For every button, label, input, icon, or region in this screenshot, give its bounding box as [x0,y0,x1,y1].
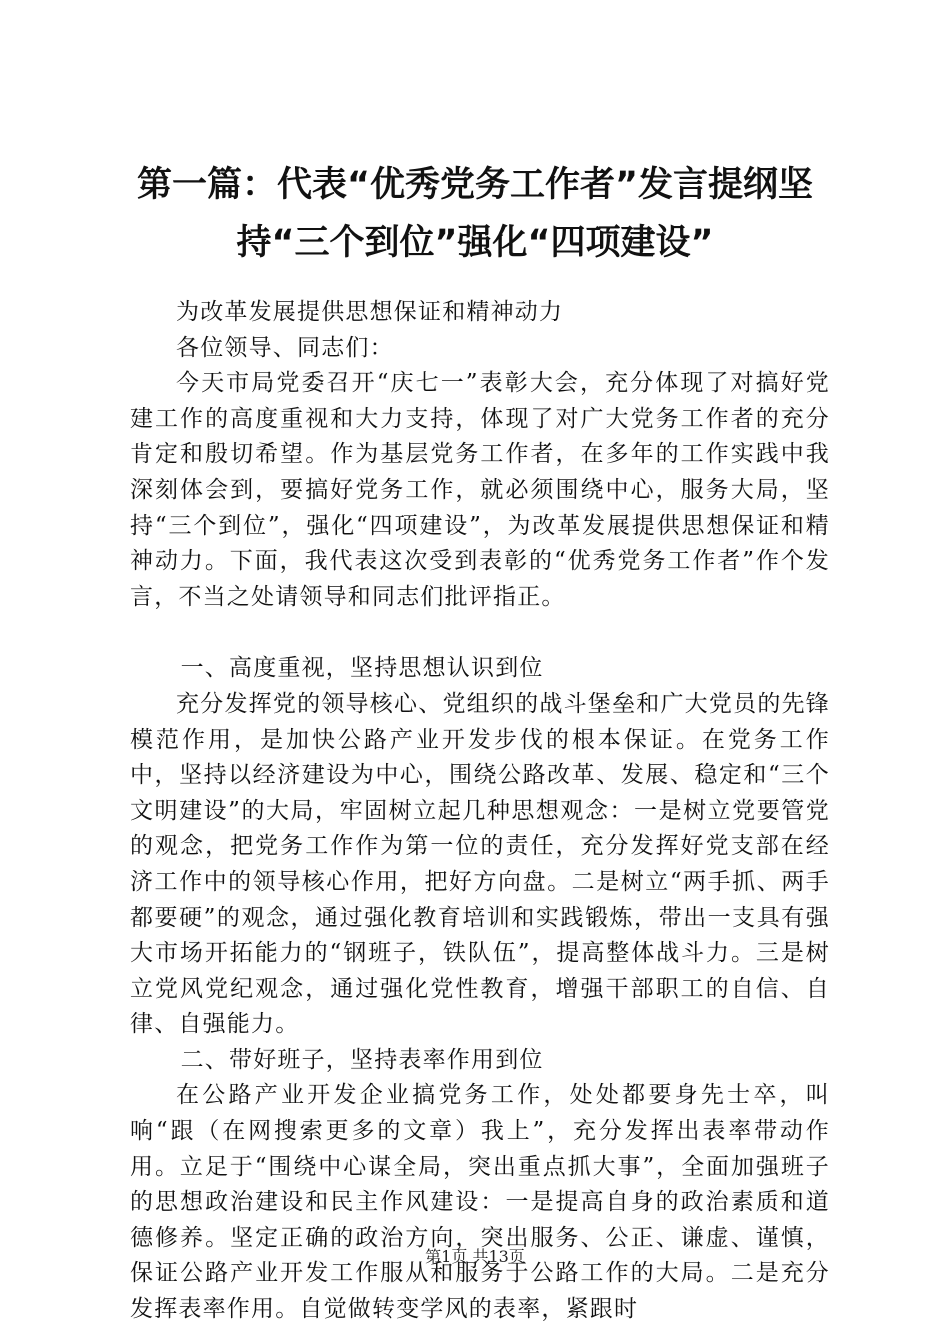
section2-heading: 二、带好班子，坚持表率作用到位 [180,1046,544,1073]
section2-paragraph: 在公路产业开发企业搞党务工作，处处都要身先士卒，叫响“跟（在网搜索更多的文章）我上”，充分发挥出表率带动作用。立足于“围绕中心谋全局，突出重点抓大事”，全面加强班子的思想政治建设和民主作风建设：一是提高自身的政治素质和道德修养。坚定正确的政治方向，突出服务、公正、谦虚、谨慎，保证公路产业开发工作服从和服务于公路工作的大局。二是充分发挥表率作用。自觉做转变学风的表率，紧跟时 [130,1082,830,1323]
intro-paragraph: 今天市局党委召开“庆七一”表彰大会，充分体现了对搞好党建工作的高度重视和大力支持，体现了对广大党务工作者的充分肯定和殷切希望。作为基层党务工作者，在多年的工作实践中我深刻体会到，要搞好党务工作，就必须围绕中心，服务大局，坚持“三个到位”，强化“四项建设”，为改革发展提供思想保证和精神动力。下面，我代表这次受到表彰的“优秀党务工作者”作个发言，不当之处请领导和同志们批评指正。 [130,370,830,610]
document-title-line1: 第一篇：代表“优秀党务工作者”发言提纲坚 [136,165,813,205]
section1-heading: 一、高度重视，坚持思想认识到位 [180,655,544,682]
section1-paragraph: 充分发挥党的领导核心、党组织的战斗堡垒和广大党员的先锋模范作用，是加快公路产业开发步伐的根本保证。在党务工作中，坚持以经济建设为中心，围绕公路改革、发展、稳定和“三个文明建设”的大局，牢固树立起几种思想观念：一是树立党要管党的观念，把党务工作作为第一位的责任，充分发挥好党支部在经济工作中的领导核心作用，把好方向盘。二是树立“两手抓、两手都要硬”的观念，通过强化教育培训和实践锻炼，带出一支具有强大市场开拓能力的“钢班子，铁队伍”，提高整体战斗力。三是树立党风党纪观念，通过强化党性教育，增强干部职工的自信、自律、自强能力。 [130,690,830,1038]
salutation-paragraph: 各位领导、同志们： [176,334,394,361]
document-title-line2: 持“三个到位”强化“四项建设” [236,223,714,263]
page-footer: 第1页 共13页 [425,1247,525,1266]
subtitle-paragraph: 为改革发展提供思想保证和精神动力 [176,299,564,325]
document-body [130,295,830,1328]
paragraph-gap [130,615,830,651]
